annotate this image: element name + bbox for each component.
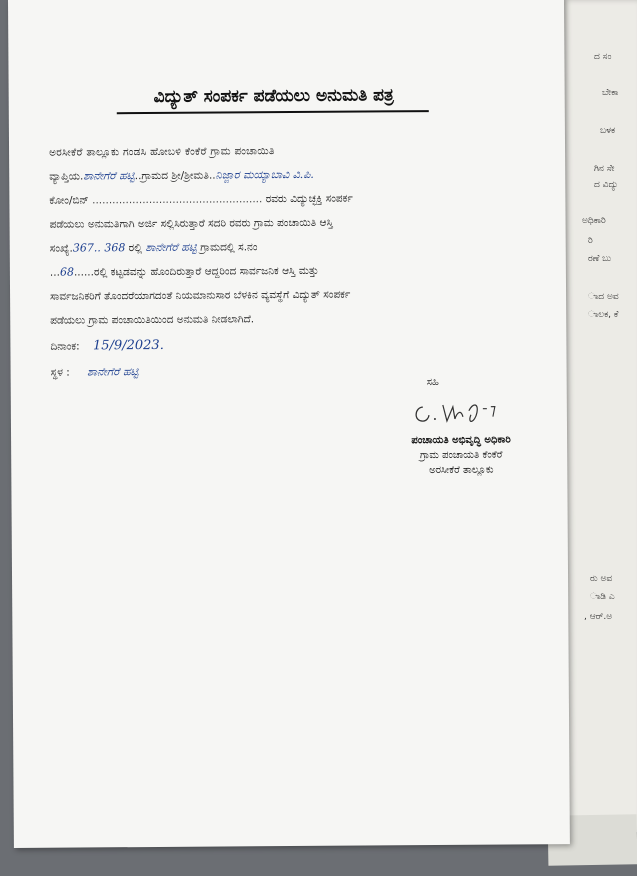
body-line-2 (49, 167, 509, 184)
place-line (51, 363, 511, 380)
handwritten-date: 15/9/2023. (92, 337, 164, 354)
place-label: ಸ್ಥಳ : (50, 366, 70, 379)
line5-suffix: ಗ್ರಾಮದಲ್ಲಿ ಸ.ನಂ (200, 241, 258, 254)
underlying-text-fragment: ದ ಸಂ (594, 52, 612, 62)
title-underline (117, 110, 429, 114)
officer-taluk: ಅರಸೀಕೆರೆ ತಾಲ್ಲೂಕು (429, 464, 494, 477)
handwritten-village: ಶಾನೇಗೆರೆ ಹಟ್ಟಿ (83, 169, 135, 183)
line3-dots: ................................................... (92, 193, 263, 207)
underlying-text-fragment: ಗಿನ ಸೇ (594, 164, 615, 174)
underlying-text-fragment: ಅಧಿಕಾರಿ (582, 216, 606, 226)
document-title: ವಿದ್ಯುತ್ ಸಂಪರ್ಕ ಪಡೆಯಲು ಅನುಮತಿ ಪತ್ರ (153, 85, 394, 107)
underlying-text-fragment: ಬೇಕಾ (602, 88, 619, 98)
underlying-page (560, 0, 637, 832)
underlying-text-fragment: ರಿ (588, 236, 593, 246)
line2-mid: ..ಗ್ರಾಮದ ಶ್ರೀ/ಶ್ರೀಮತಿ.. (134, 169, 216, 183)
underlying-text-fragment: ಾಲಕ, ಕೆ (588, 310, 619, 320)
underlying-text-fragment: ರು ಅವ (590, 574, 613, 584)
signature-scribble-icon (409, 396, 519, 431)
signature-label: ಸಹಿ (426, 377, 439, 389)
date-label: ದಿನಾಂಕ: (50, 340, 80, 353)
body-line-3 (49, 191, 509, 208)
underlying-text-fragment: , ಆರ್.ಅ (584, 612, 613, 622)
line3-prefix: ಕೋಂ/ಬಿನ್ (49, 194, 89, 207)
handwritten-survey-number: 68 (59, 265, 74, 279)
handwritten-village-2: ಶಾನೇಗೆರೆ ಹಟ್ಟಿ (145, 240, 197, 255)
line2-prefix: ವ್ಯಾಪ್ತಿಯ. (49, 170, 84, 183)
body-line-8: ಪಡೆಯಲು ಗ್ರಾಮ ಪಂಚಾಯಿತಿಯಿಂದ ಅನುಮತಿ ನೀಡಲಾಗಿದೆ. (50, 313, 255, 327)
handwritten-property-numbers: 367.. 368 (72, 241, 126, 255)
underlying-text-fragment: ಾಡಿ ಎ (590, 592, 615, 602)
body-line-6 (50, 263, 510, 280)
line5-mid: ರಲ್ಲಿ (128, 242, 143, 255)
line3-suffix: ರವರು ವಿದ್ಯುಚ್ಛಕ್ತಿ ಸಂಪರ್ಕ (265, 192, 353, 206)
officer-title: ಪಂಚಾಯತಿ ಅಭಿವೃದ್ಧಿ ಅಧಿಕಾರಿ (411, 434, 511, 447)
line5-prefix: ಸಂಖ್ಯೆ. (49, 242, 73, 255)
line6-suffix: ......ರಲ್ಲಿ ಕಟ್ಟಡವನ್ನು ಹೊಂದಿರುತ್ತಾರೆ ಆದ್ದರಿಂದ ಸಾರ್ವಜನಿಕ ಆಸ್ತಿ ಮತ್ತು (73, 264, 319, 279)
handwritten-applicant-name: ನಿಜ್ಜಾರ ಮಯ್ಯಾಬಾವಿ ವಿ.ಪಿ. (215, 167, 314, 182)
underlying-text-fragment: ದ ವಿದ್ಯು (594, 180, 619, 190)
officer-signature (409, 396, 519, 435)
line6-prefix: ... (49, 266, 60, 279)
underlying-text-fragment: ಾದ ಅವ (588, 292, 619, 302)
underlying-text-fragment: ಬಳಕ (600, 126, 616, 136)
body-line-4: ಪಡೆಯಲು ಅನುಮತಿಗಾಗಿ ಅರ್ಜಿ ಸಲ್ಲಿಸಿರುತ್ತಾರೆ ಸದರಿ ರವರು ಗ್ರಾಮ ಪಂಚಾಯಿತಿ ಆಸ್ತಿ (49, 216, 333, 231)
date-line (50, 337, 510, 354)
officer-block (371, 432, 551, 478)
handwritten-place: ಶಾನೇಗೆರೆ ಹಟ್ಟಿ (87, 365, 139, 379)
officer-panchayat: ಗ್ರಾಮ ಪಂಚಾಯತಿ ಕೆಂಕೆರೆ (419, 449, 503, 462)
body-line-5 (50, 239, 510, 256)
underlying-text-fragment: ರಣೆ ಬು (588, 254, 612, 264)
permission-letter-page (8, 0, 570, 848)
body-line-1: ಅರಸೀಕೆರೆ ತಾಲ್ಲೂಕು ಗಂಡಸಿ ಹೋಬಳಿ ಕೆಂಕೆರೆ ಗ್ರಾಮ ಪಂಚಾಯಿತಿ (49, 145, 275, 159)
body-line-7: ಸಾರ್ವಜನಿಕರಿಗೆ ತೊಂದರೆಯಾಗದಂತೆ ನಿಯಮಾನುಸಾರ ಬೆಳಕಿನ ವ್ಯವಸ್ಥೆಗೆ ವಿದ್ಯುತ್ ಸಂಪರ್ಕ (50, 288, 351, 303)
